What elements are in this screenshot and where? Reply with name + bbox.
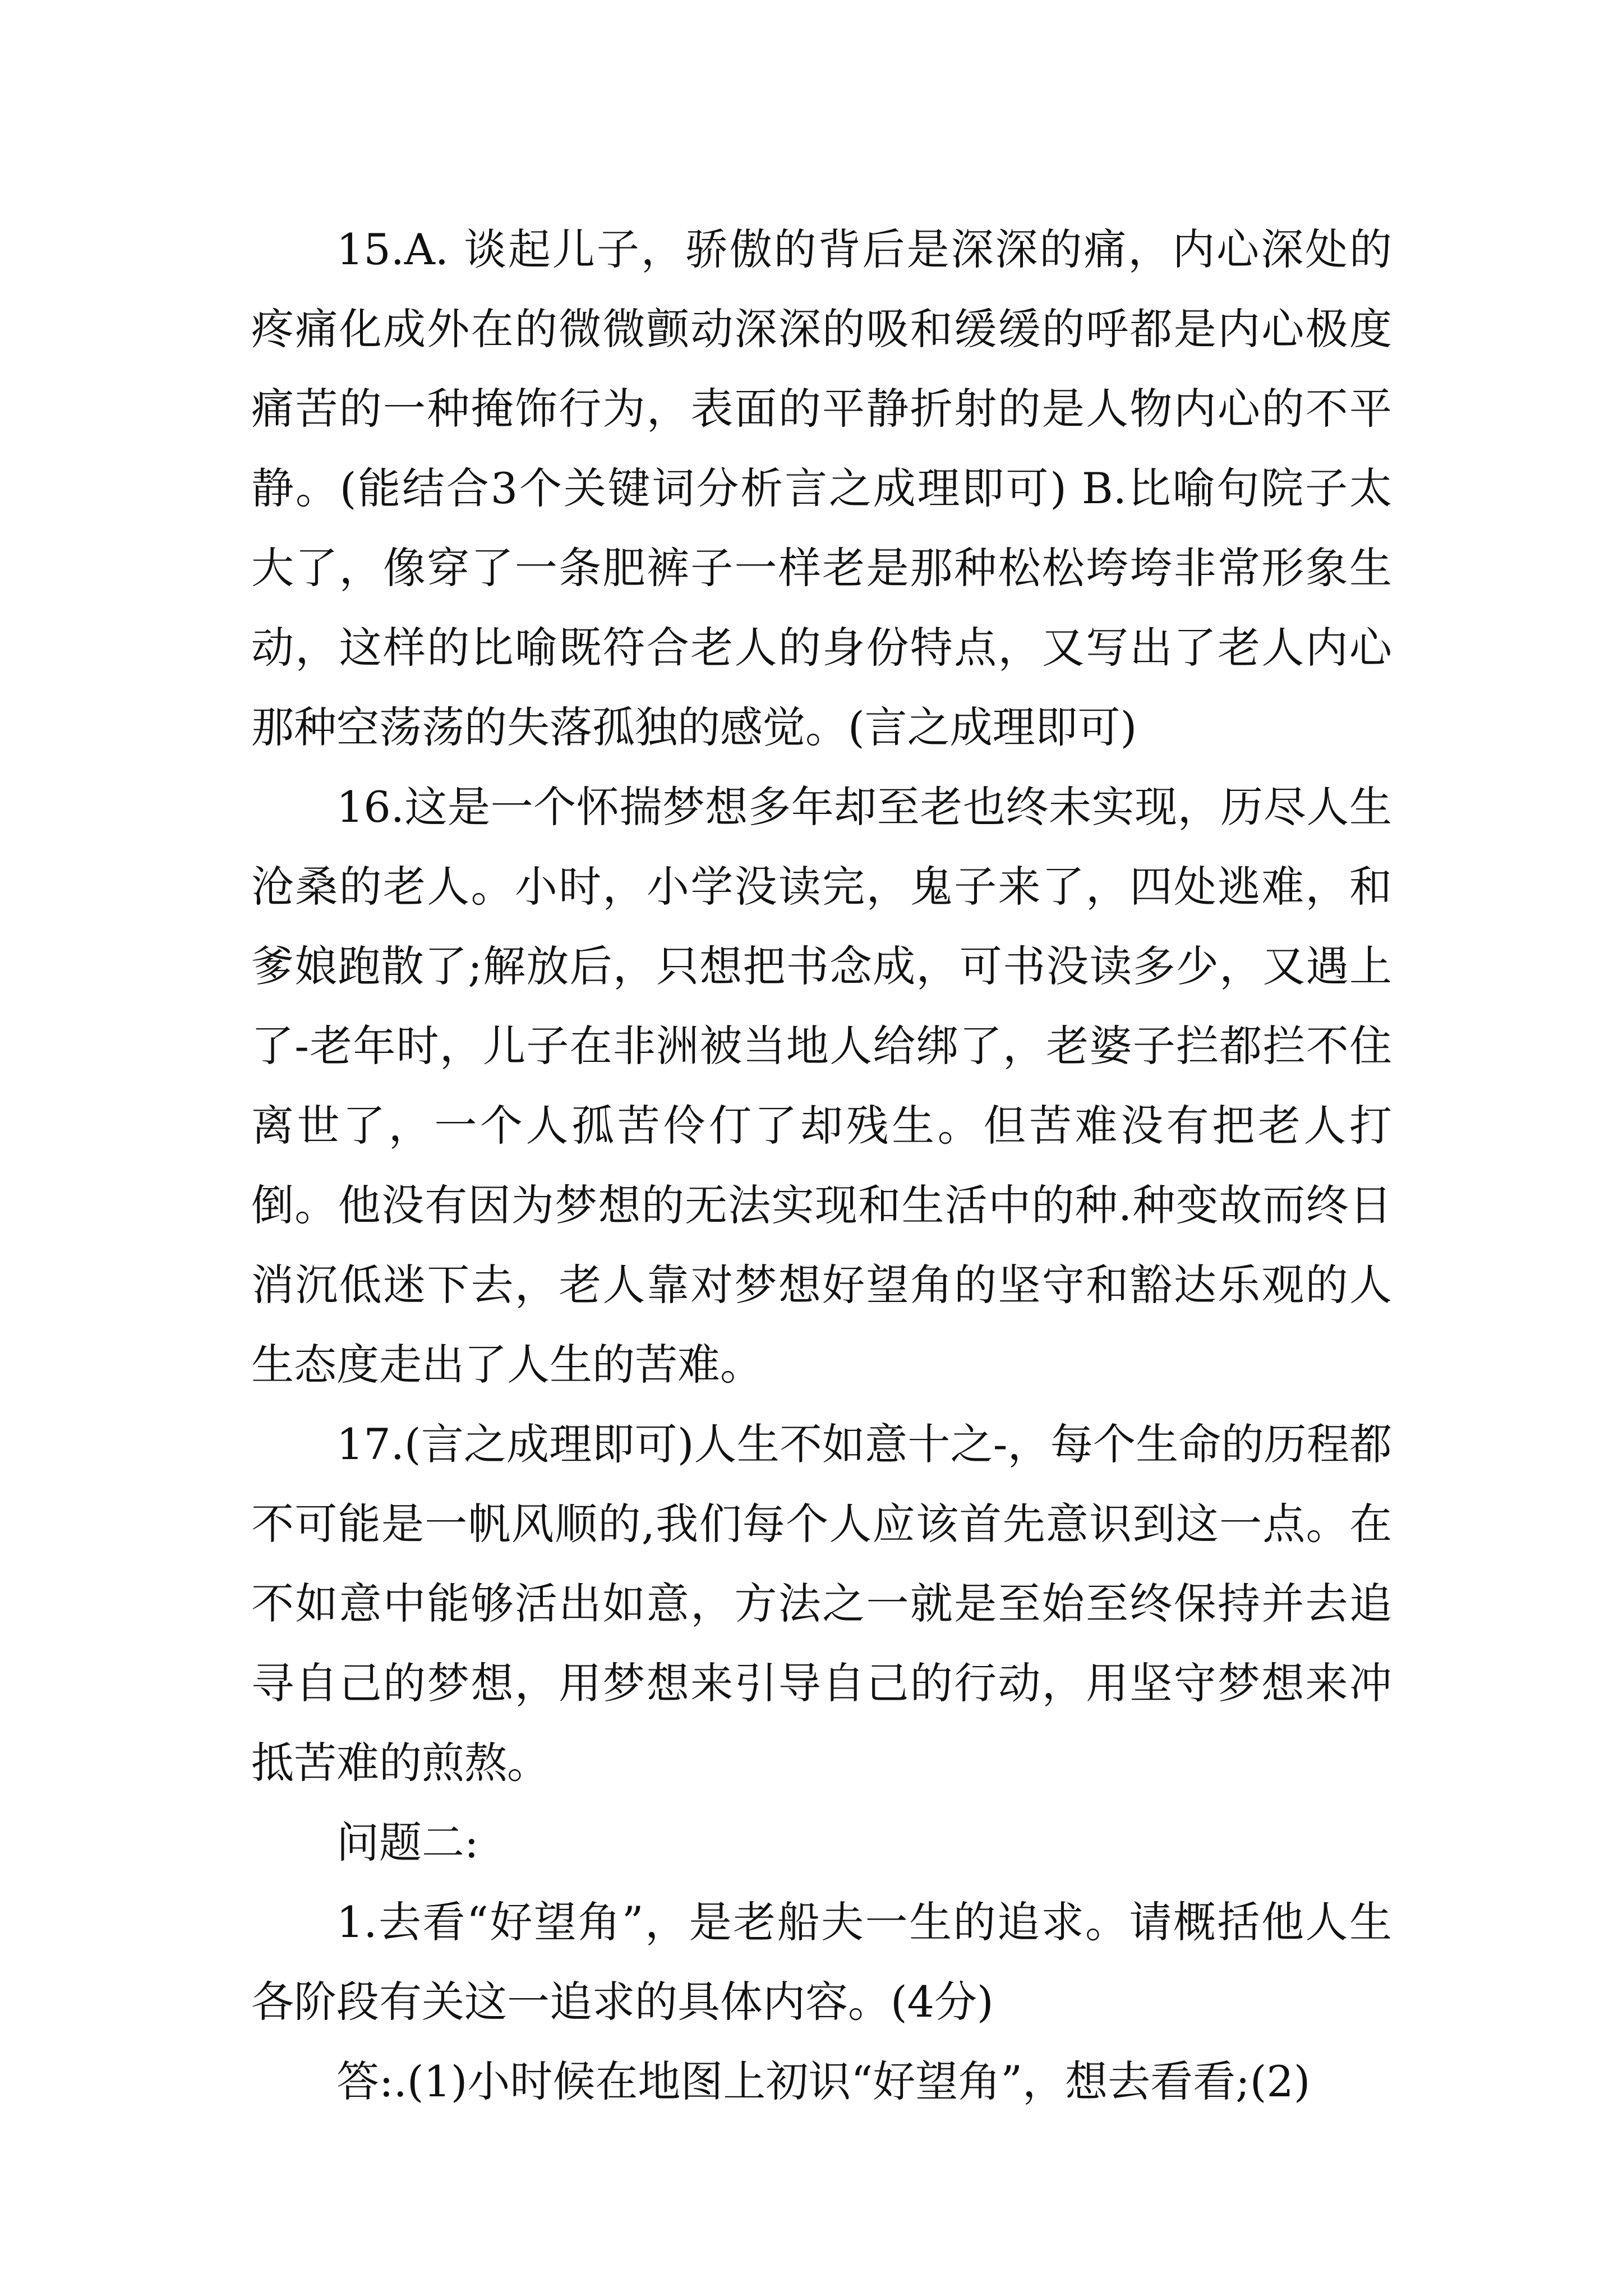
document-body: [251, 210, 1392, 2122]
answer-16-paragraph: 16.这是一个怀揣梦想多年却至老也终未实现，历尽人生沧桑的老人。小时，小学没读完，鬼子来了，四处逃难，和爹娘跑散了;解放后，只想把书念成，可书没读多少，又遇上了-老年时，儿子在非洲被当地人给绑了，老婆子拦都拦不住离世了，一个人孤苦伶仃了却残生。但苦难没有把老人打倒。他没有因为梦想的无法实现和生活中的种.种变故而终日消沉低迷下去，老人靠对梦想好望角的坚守和豁达乐观的人生态度走出了人生的苦难。: [251, 782, 1392, 1389]
answer-1-paragraph: 答:.(1)小时候在地图上初识“好望角”，想去看看;(2): [336, 2056, 1311, 2106]
answer-17-paragraph: 17.(言之成理即可)人生不如意十之-，每个生命的历程都不可能是一帆风顺的,我们每个人应该首先意识到这一点。在不如意中能够活出如意，方法之一就是至始至终保持并去追寻自己的梦想，用梦想来引导自己的行动，用坚守梦想来冲抵苦难的煎熬。: [251, 1419, 1392, 1788]
question-1-paragraph: 1.去看“好望角”，是老船夫一生的追求。请概括他人生各阶段有关这一追求的具体内容。(4分): [251, 1897, 1392, 2027]
question-two-heading: 问题二:: [336, 1818, 479, 1867]
answer-15-paragraph: 15.A. 谈起儿子，骄傲的背后是深深的痛，内心深处的疼痛化成外在的微微颤动深深的吸和缓缓的呼都是内心极度痛苦的一种掩饰行为，表面的平静折射的是人物内心的不平静。(能结合3个关键词分析言之成理即可) B.比喻句院子太大了，像穿了一条肥裤子一样老是那种松松垮垮非常形象生动，这样的比喻既符合老人的身份特点，又写出了老人内心那种空荡荡的失落孤独的感觉。(言之成理即可): [251, 224, 1392, 752]
